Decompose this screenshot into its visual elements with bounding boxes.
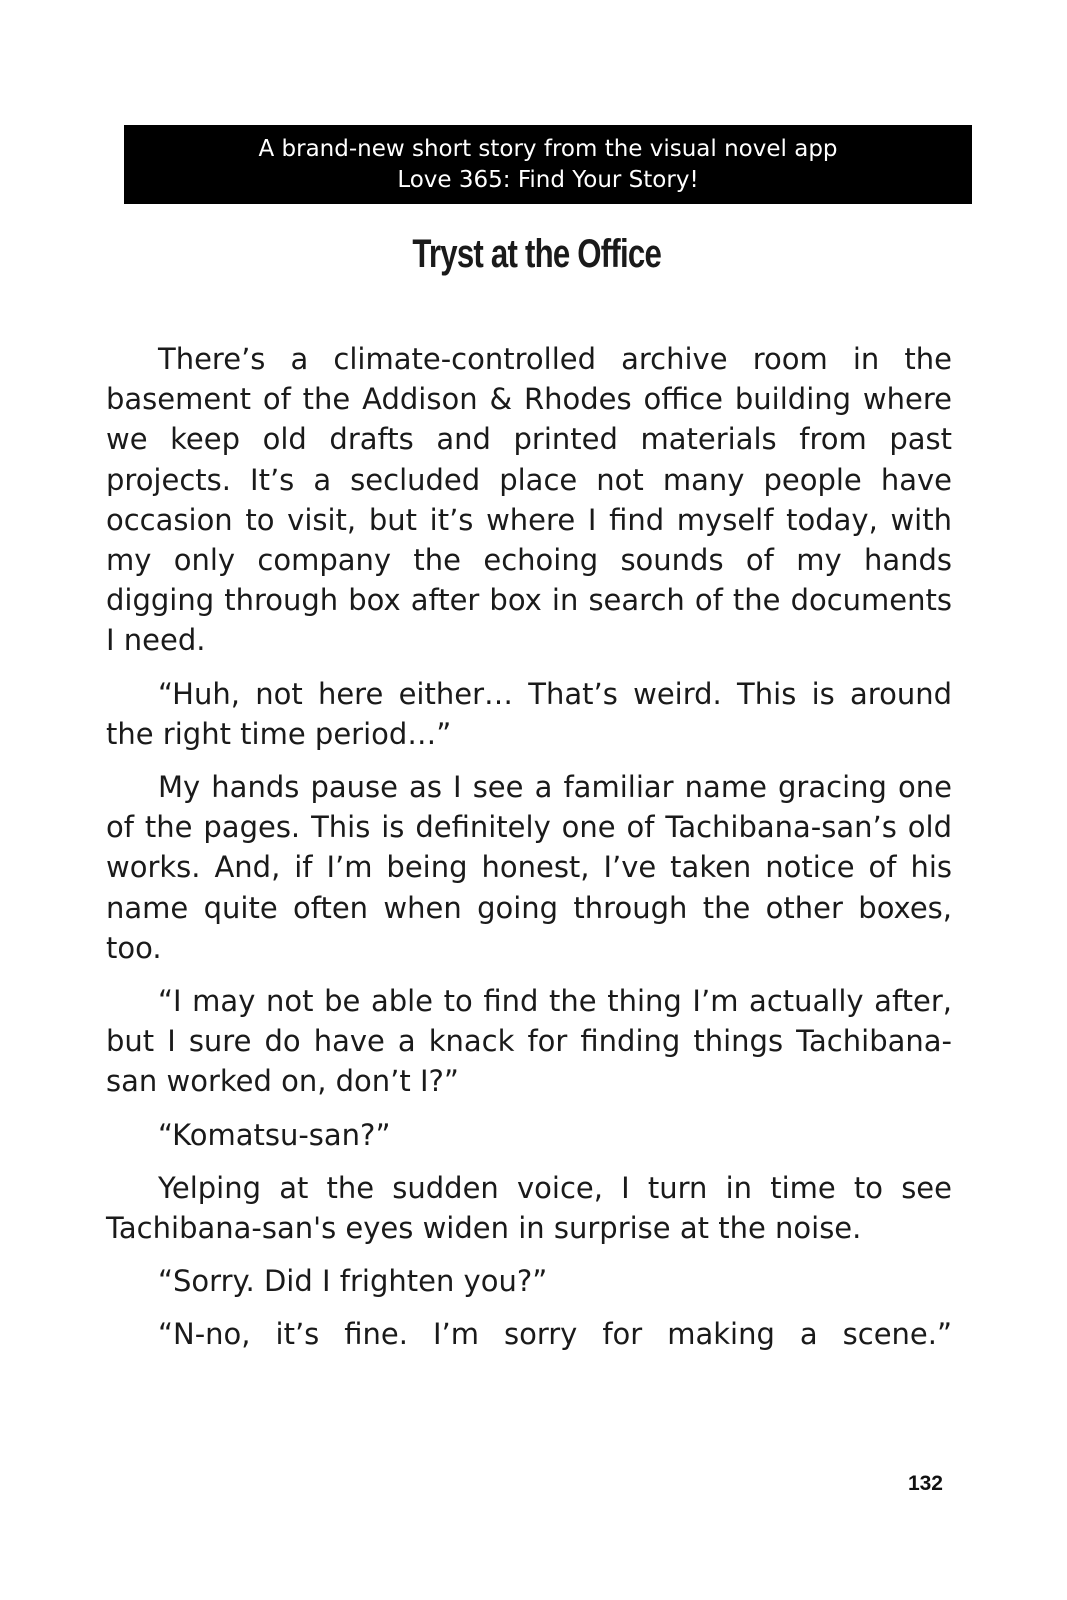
story-title: Tryst at the Office: [412, 232, 662, 276]
page-number: 132: [907, 1472, 943, 1495]
paragraph: “Komatsu-san?”: [158, 1117, 391, 1152]
paragraph: There’s a climate-controlled archive room in the basement of the Addison & Rhodes office building where we keep old drafts and printed materials from past projects. It’s a secluded place not many people have occasion to visit, but it’s where I find myself today, with my only company the echoing sounds of my hands digging through box after box in search of the documents I need.: [106, 342, 952, 658]
story-body: [106, 339, 952, 1368]
paragraph: “I may not be able to find the thing I’m actually after, but I sure do have a knack for finding things Tachibana-san worked on, don’t I?”: [106, 984, 952, 1099]
banner-line-2: Love 365: Find Your Story!: [397, 166, 699, 193]
paragraph: My hands pause as I see a familiar name gracing one of the pages. This is definitely one of Tachibana-san’s old works. And, if I’m being honest, I’ve taken notice of his name quite often when going through the other boxes, too.: [106, 770, 952, 965]
paragraph: “Huh, not here either… That’s weird. This is around the right time period…”: [106, 676, 952, 751]
paragraph: Yelping at the sudden voice, I turn in time to see Tachibana-san's eyes widen in surprise at the noise.: [106, 1170, 952, 1246]
paragraph: “Sorry. Did I frighten you?”: [158, 1264, 548, 1299]
banner-line-1: A brand-new short story from the visual novel app: [258, 135, 838, 162]
story-banner: [124, 125, 972, 204]
paragraph: “N-no, it’s fine. I’m sorry for making a scene.”: [158, 1317, 952, 1352]
